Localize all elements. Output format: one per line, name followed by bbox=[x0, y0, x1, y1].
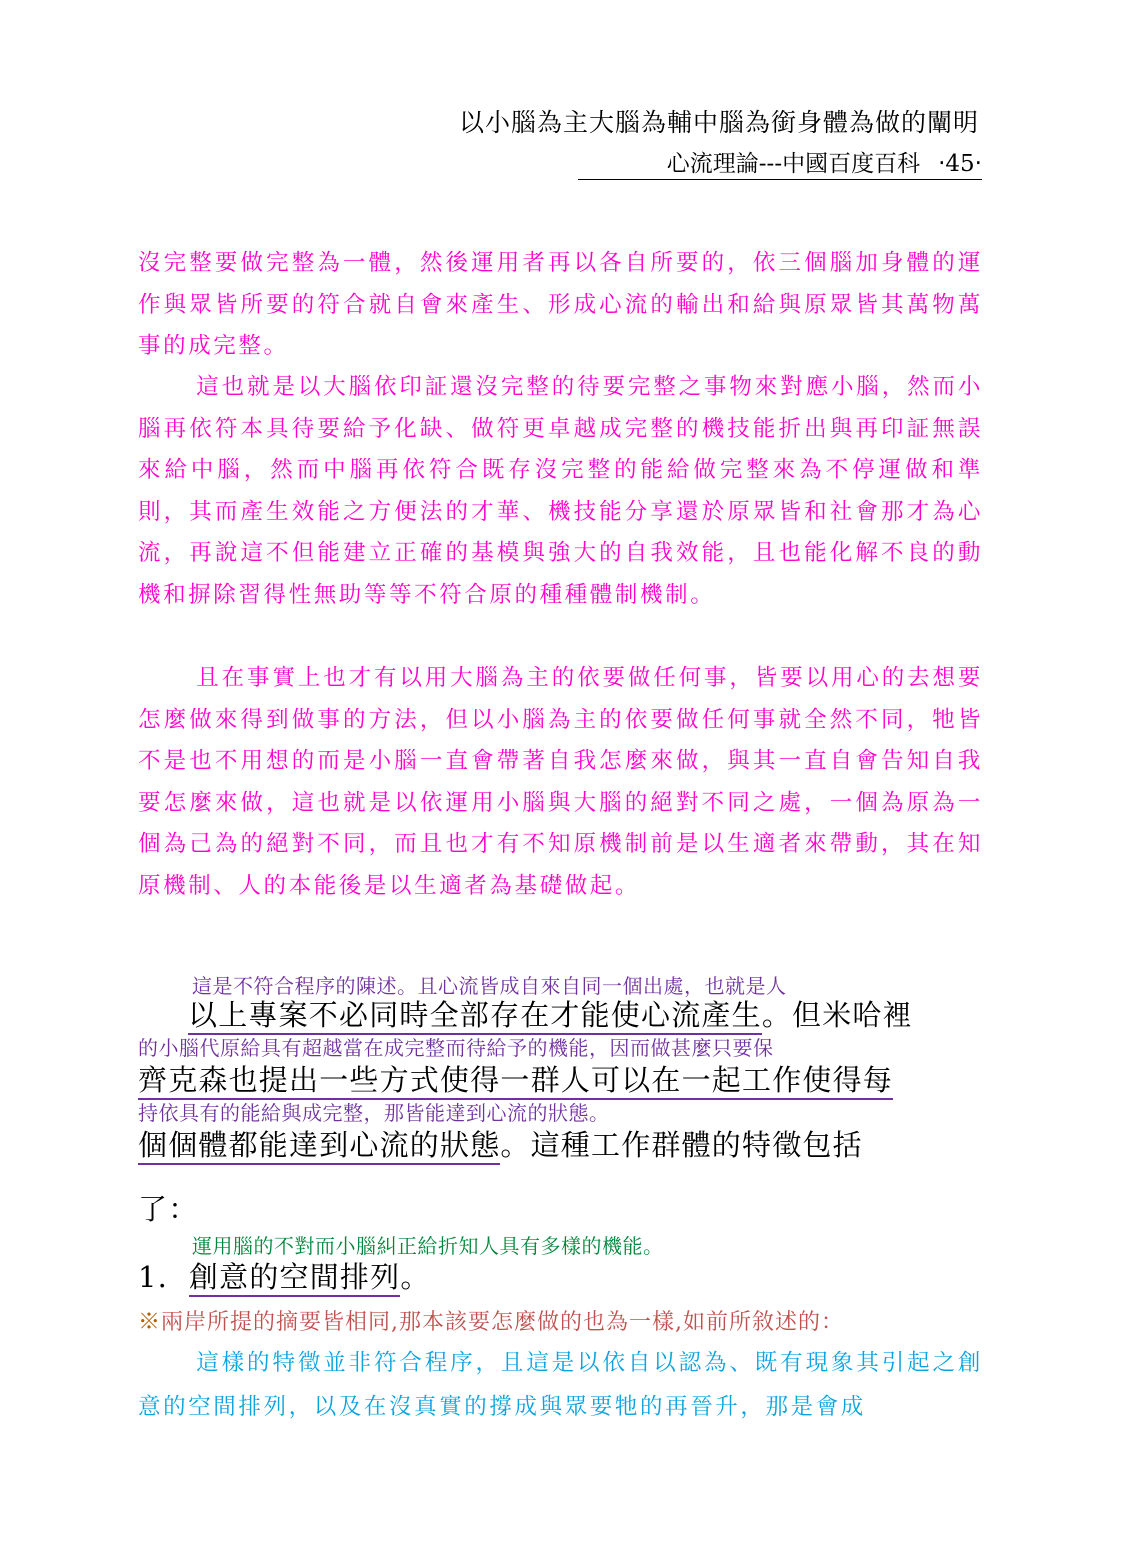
annotation-line-4: 運用腦的不對而小腦糾正給折知人具有多樣的機能。 bbox=[192, 1234, 664, 1258]
list-item-number: 1. bbox=[138, 1260, 169, 1294]
quote-line-1 bbox=[188, 993, 1033, 1034]
annotation-line-1: 這是不符合程序的陳述。且心流皆成自來自同一個出處，也就是人 bbox=[192, 974, 787, 998]
quote-line-3 bbox=[138, 1123, 983, 1164]
quote-line-2 bbox=[138, 1058, 983, 1099]
quote-line-1-underlined: 以上專案不必同時全部存在才能使心流產生 bbox=[188, 998, 762, 1035]
list-item-rest: 。 bbox=[400, 1260, 431, 1294]
reference-mark-icon: ※ bbox=[138, 1310, 162, 1335]
page-number: ‧45‧ bbox=[938, 151, 982, 177]
paragraph-2 bbox=[138, 367, 983, 616]
final-paragraph-text: 這樣的特徵並非符合程序，且這是以依自以認為、既有現象其引起之創意的空間排列，以及在沒真實的撐成與眾要牠的再晉升，那是會成 bbox=[138, 1350, 983, 1420]
paragraph-2-text: 這也就是以大腦依印証還沒完整的待要完整之事物來對應小腦，然而小腦再依符本具待要給予化缺、做符更卓越成完整的機技能折出與再印証無誤來給中腦，然而中腦再依符合既存沒完整的能給做完整來為不停運做和準則，其而產生效能之方便法的才華、機技能分享還於原眾皆和社會那才為心流，再說這不但能建立正確的基模與強大的自我效能，且也能化解不良的動機和摒除習得性無助等等不符合原的種種體制機制。 bbox=[138, 374, 983, 608]
paragraph-1-text: 沒完整要做完整為一體，然後運用者再以各自所要的，依三個腦加身體的運作與眾皆所要的符合就自會來產生、形成心流的輸出和給與原眾皆其萬物萬事的成完整。 bbox=[138, 250, 983, 359]
quote-line-3-rest: 。這種工作群體的特徵包括 bbox=[500, 1128, 863, 1162]
paragraph-3 bbox=[138, 658, 983, 907]
header-subtitle-bar bbox=[578, 145, 982, 180]
quote-line-3-underlined: 個個體都能達到心流的狀態 bbox=[138, 1128, 500, 1165]
header-subtitle: 心流理論---中國百度百科 bbox=[666, 151, 921, 177]
note-line bbox=[138, 1305, 983, 1336]
paragraph-1 bbox=[138, 243, 983, 368]
list-item-underlined: 創意的空間排列 bbox=[189, 1260, 400, 1297]
quote-line-2-underlined: 齊克森也提出一些方式使得一群人可以在一起工作使得每 bbox=[138, 1063, 893, 1100]
paragraph-3-text: 且在事實上也才有以用大腦為主的依要做任何事，皆要以用心的去想要怎麼做來得到做事的方法，但以小腦為主的依要做任何事就全然不同，牠皆不是也不用想的而是小腦一直會帶著自我怎麼來做，與其一直自會告知自我要怎麼來做，這也就是以依運用小腦與大腦的絕對不同之處，一個為原為一個為己為的絕對不同，而且也才有不知原機制前是以生適者來帶動，其在知原機制、人的本能後是以生適者為基礎做起。 bbox=[138, 665, 983, 899]
quote-line-4: 了： bbox=[138, 1192, 199, 1226]
annotation-line-2: 的小腦代原給具有超越當在成完整而待給予的機能，因而做甚麼只要保 bbox=[138, 1036, 774, 1060]
final-paragraph bbox=[138, 1341, 983, 1429]
note-text: 兩岸所提的摘要皆相同,那本該要怎麼做的也為一樣,如前所敘述的： bbox=[161, 1310, 845, 1335]
header-title: 以小腦為主大腦為輔中腦為銜身體為做的闡明 bbox=[458, 108, 979, 137]
list-item-1 bbox=[138, 1255, 983, 1296]
annotation-line-3: 持依具有的能給與成完整，那皆能達到心流的狀態。 bbox=[138, 1101, 610, 1125]
quote-line-1-rest: 。但米哈裡 bbox=[761, 998, 913, 1032]
